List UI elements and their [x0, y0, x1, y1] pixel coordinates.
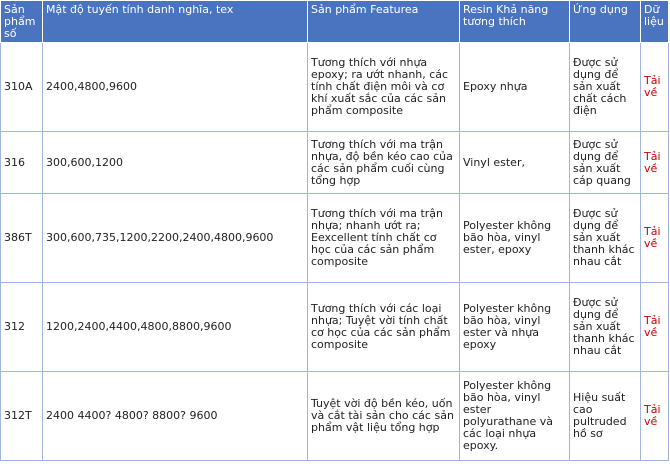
- cell-download: [641, 194, 669, 283]
- cell-density: 2400,4800,9600: [43, 43, 308, 132]
- cell-density: 1200,2400,4400,4800,8800,9600: [43, 283, 308, 372]
- header-data: Dữ liệu: [641, 1, 669, 43]
- cell-resin: Polyester không bão hòa, vinyl ester và nhựa epoxy: [460, 283, 570, 372]
- cell-resin: Epoxy nhựa: [460, 43, 570, 132]
- cell-product-no: 312: [1, 283, 43, 372]
- cell-density: 2400 4400? 4800? 8800? 9600: [43, 372, 308, 461]
- table-row: [1, 283, 669, 372]
- cell-application: Được sử dụng để sản xuất thanh khác nhau cắt: [570, 194, 641, 283]
- cell-features: Tương thích với các loại nhựa; Tuyệt vời tính chất cơ học của các sản phẩm composite: [308, 283, 460, 372]
- cell-density: 300,600,1200: [43, 132, 308, 194]
- cell-application: Hiệu suất cao pultruded hồ sơ: [570, 372, 641, 461]
- download-link[interactable]: Tải về: [644, 149, 661, 175]
- cell-features: Tương thích với nhựa epoxy; ra ướt nhanh, các tính chất điện môi và cơ khí xuất sắc của các sản phẩm composite: [308, 43, 460, 132]
- header-resin: Resin Khả năng tương thích: [460, 1, 570, 43]
- table-row: [1, 372, 669, 461]
- cell-product-no: 312T: [1, 372, 43, 461]
- cell-download: [641, 372, 669, 461]
- header-application: Ứng dụng: [570, 1, 641, 43]
- cell-download: [641, 43, 669, 132]
- table-row: [1, 194, 669, 283]
- cell-download: [641, 132, 669, 194]
- cell-application: Được sử dụng để sản xuất thanh khác nhau cắt: [570, 283, 641, 372]
- cell-features: Tương thích với ma trận nhựa; nhanh ướt ra; Eexcellent tính chất cơ học của các sản phẩm composite: [308, 194, 460, 283]
- cell-resin: Polyester không bão hòa, vinyl ester, epoxy: [460, 194, 570, 283]
- download-link[interactable]: Tải về: [644, 74, 661, 99]
- cell-density: 300,600,735,1200,2200,2400,4800,9600: [43, 194, 308, 283]
- header-features: Sản phẩm Featurea: [308, 1, 460, 43]
- cell-features: Tuyệt vời độ bền kéo, uốn và cắt tài sản cho các sản phẩm vật liệu tổng hợp: [308, 372, 460, 461]
- header-density: Mật độ tuyến tính danh nghĩa, tex: [43, 1, 308, 43]
- cell-product-no: 386T: [1, 194, 43, 283]
- cell-resin: Polyester không bão hòa, vinyl ester polyurathane và các loại nhựa epoxy.: [460, 372, 570, 461]
- download-link[interactable]: Tải về: [644, 314, 661, 339]
- download-link[interactable]: Tải về: [644, 403, 661, 428]
- cell-features: Tương thích với ma trận nhựa, độ bền kéo cao của các sản phẩm cuối cùng tổng hợp: [308, 132, 460, 194]
- download-link[interactable]: Tải về: [644, 225, 661, 250]
- cell-product-no: 316: [1, 132, 43, 194]
- cell-resin: Vinyl ester,: [460, 132, 570, 194]
- cell-product-no: 310A: [1, 43, 43, 132]
- cell-download: [641, 283, 669, 372]
- table-row: [1, 43, 669, 132]
- table-header-row: [1, 1, 669, 43]
- cell-application: Được sử dụng để sản xuất cáp quang: [570, 132, 641, 194]
- table-row: [1, 132, 669, 194]
- header-product-no: Sản phẩm số: [1, 1, 43, 43]
- cell-application: Được sử dụng để sản xuất chất cách điện: [570, 43, 641, 132]
